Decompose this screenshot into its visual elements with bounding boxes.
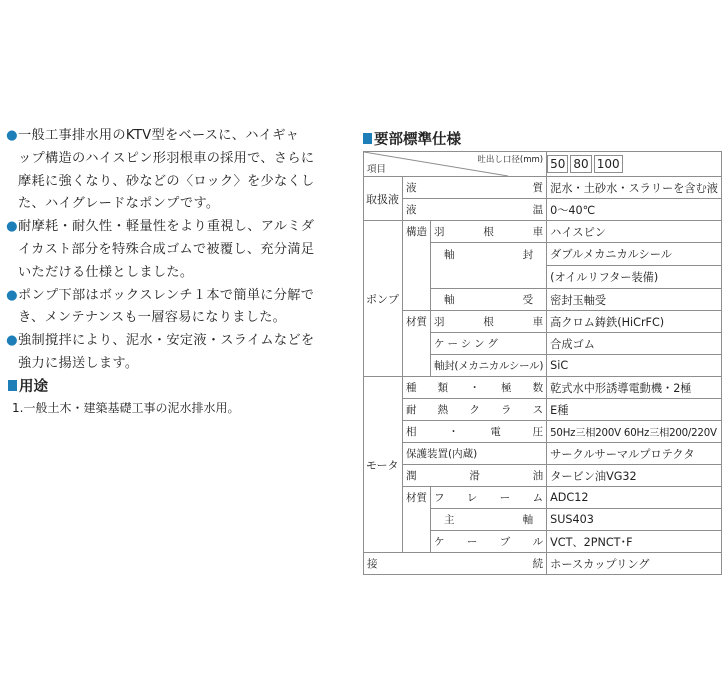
category-pump: ポンプ: [364, 221, 403, 377]
table-row: [364, 399, 722, 421]
table-row: [364, 221, 722, 243]
table-row: [364, 487, 722, 509]
table-row: [364, 311, 722, 333]
row-value: SiC: [547, 355, 722, 377]
size-cell: [547, 152, 722, 177]
subcat-material: 材質: [403, 487, 431, 553]
spec-heading: [363, 128, 461, 149]
table-row: [364, 443, 722, 465]
feature-line: [6, 193, 338, 216]
row-value: ハイスピン: [547, 221, 722, 243]
table-row: [364, 553, 722, 575]
row-value: VCT、2PNCT･F: [547, 531, 722, 553]
table-row: [364, 377, 722, 399]
usage-heading: [8, 375, 338, 396]
feature-line: [6, 125, 338, 148]
feature-line: [6, 330, 338, 353]
row-value: 50Hz三相200V 60Hz三相200/220V: [547, 421, 722, 443]
feature-text: 一般工事排水用のKTV型をベースに、ハイギャ: [18, 128, 300, 143]
row-label: 液 質: [403, 177, 547, 199]
row-value: タービン油VG32: [547, 465, 722, 487]
row-value: 密封玉軸受: [547, 289, 722, 311]
header-cell: [364, 152, 547, 177]
feature-line: [6, 171, 338, 194]
row-value: (オイルリフター装備): [547, 266, 722, 289]
square-icon: [8, 380, 17, 391]
row-label: 羽 根 車: [431, 311, 547, 333]
feature-text: 摩耗に強くなり、砂などの〈ロック〉を少なくし: [18, 173, 315, 189]
usage-title: 用途: [19, 379, 48, 395]
feature-text: き、メンテナンスも一層容易になりました。: [18, 310, 287, 326]
table-row: [364, 177, 722, 199]
row-value: 泥水・土砂水・スラリーを含む液: [547, 177, 722, 199]
spec-table: [363, 151, 722, 575]
row-value: ホースカップリング: [547, 553, 722, 575]
feature-line: [6, 216, 338, 239]
feature-text: た、ハイグレードなポンプです。: [18, 196, 220, 212]
square-icon: [363, 133, 372, 144]
feature-text: ップ構造のハイスピン形羽根車の採用で、さらに: [18, 150, 315, 166]
size-option: 100: [594, 155, 623, 173]
feature-text: 強力に揚送します。: [18, 355, 139, 371]
row-label: 軸 封: [431, 243, 547, 289]
feature-text: いただける仕様としました。: [18, 264, 194, 280]
row-value: サークルサーマルプロテクタ: [547, 443, 722, 465]
row-label: 種 類 ・ 極 数: [403, 377, 547, 399]
row-value: 高クロム鋳鉄(HiCrFC): [547, 311, 722, 333]
table-row: [364, 465, 722, 487]
feature-line: [6, 239, 338, 262]
row-label: 耐 熱 ク ラ ス: [403, 399, 547, 421]
bullet-icon: ●: [6, 219, 18, 235]
subcat-material: 材質: [403, 311, 431, 377]
usage-item: 1.一般土木・建築基礎工事の泥水排水用。: [12, 401, 240, 415]
feature-line: [6, 148, 338, 171]
table-row: [364, 152, 722, 177]
row-value: ADC12: [547, 487, 722, 509]
feature-line: [6, 307, 338, 330]
row-label: 保護装置(内蔵): [403, 443, 547, 465]
size-option: 50: [547, 155, 568, 173]
diameter-label: 吐出し口径(mm): [477, 155, 544, 165]
row-value: E種: [547, 399, 722, 421]
row-value: 乾式水中形誘導電動機・2極: [547, 377, 722, 399]
row-value: SUS403: [547, 509, 722, 531]
row-label: 接 続: [364, 553, 547, 575]
row-label: 相 ・ 電 圧: [403, 421, 547, 443]
row-label: フ レ ー ム: [431, 487, 547, 509]
row-value: 合成ゴム: [547, 333, 722, 355]
subcat-structure: 構造: [403, 221, 431, 311]
row-label: 液 温: [403, 199, 547, 221]
feature-text: 耐摩耗・耐久性・軽量性をより重視し、アルミダ: [18, 219, 315, 235]
row-label: 主 軸: [431, 509, 547, 531]
feature-text: ポンプ下部はボックスレンチ１本で簡単に分解で: [18, 287, 315, 303]
feature-text: 強制撹拌により、泥水・安定液・スライムなどを: [18, 333, 315, 349]
bullet-icon: ●: [6, 128, 18, 143]
feature-text: イカスト部分を特殊合成ゴムで被覆し、充分満足: [18, 241, 315, 257]
row-label: 潤 滑 油: [403, 465, 547, 487]
feature-list: [6, 125, 338, 376]
usage-section: [8, 375, 338, 416]
bullet-icon: ●: [6, 287, 18, 303]
row-value: 0〜40℃: [547, 199, 722, 221]
size-option: 80: [570, 155, 591, 173]
table-row: [364, 199, 722, 221]
table-row: [364, 421, 722, 443]
row-label: ケーシング: [431, 333, 547, 355]
bullet-icon: ●: [6, 333, 18, 349]
row-value: ダブルメカニカルシール: [547, 243, 722, 266]
row-label: ケ ー ブ ル: [431, 531, 547, 553]
category-motor: モータ: [364, 377, 403, 553]
feature-line: [6, 285, 338, 308]
row-label: 軸封(メカニカルシール): [431, 355, 547, 377]
item-label: 項目: [367, 164, 387, 175]
spec-title: 要部標準仕様: [374, 132, 461, 148]
feature-line: [6, 353, 338, 376]
row-label: 軸 受: [431, 289, 547, 311]
category-handling: 取扱液: [364, 177, 403, 221]
row-label: 羽 根 車: [431, 221, 547, 243]
feature-line: [6, 262, 338, 285]
